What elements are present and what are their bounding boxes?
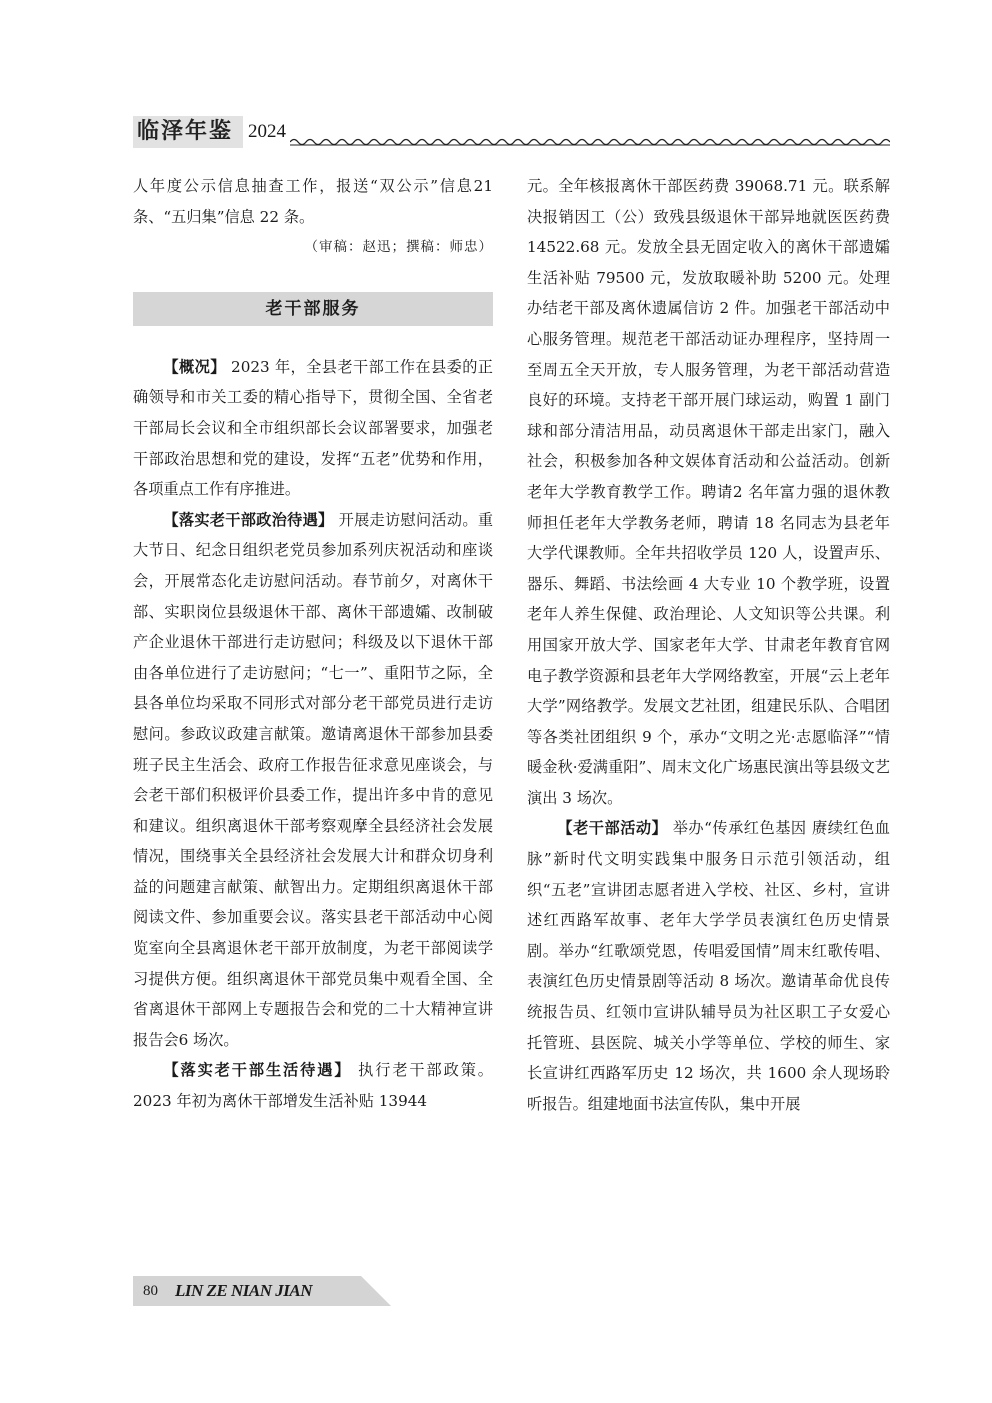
paragraph-body: 举办“传承红色基因 赓续红色血脉”新时代文明实践集中服务日示范引领活动，组织“五老”宣讲团志愿者进入学校、社区、乡村，宣讲述红西路军故事、老年大学学员表演红色历史情景剧。举办“红歌颂党恩，传唱爱国情”周末红歌传唱、表演红色历史情景剧等活动 8 场次。邀请革命优良传统报告员、红领巾宣讲队辅导员为社区职工子女爱心托管班、县医院、城关小学等单位、学校的师生、家长宣讲红西路军历史 12 场次，共 1600 余人现场聆听报告。组建地面书法宣传队，集中开展 bbox=[527, 819, 890, 1113]
paragraph-heading: 【落实老干部生活待遇】 bbox=[163, 1061, 352, 1080]
header-wave-rule bbox=[290, 134, 890, 150]
intro-paragraph: 人年度公示信息抽查工作，报送“双公示”信息21 条、“五归集”信息 22 条。 bbox=[133, 177, 493, 226]
yearbook-logo: 临泽年鉴 bbox=[133, 116, 243, 148]
paragraph-living-treatment-continued: 元。全年核报离休干部医药费 39068.71 元。联系解决报销因工（公）致残县级退休干部异地就医医药费 14522.68 元。发放全县无固定收入的离休干部遗孀生活补贴 79500 元，发放取暖补助 5200 元。处理办结老干部及离休遗属信访 2 件。加强老干部活动中心服务管理。规范老干部活动证办理程序，坚持周一至周五全天开放，专人服务管理，为老干部活动营造良好的环境。支持老干部开展门球运动，购置 1 副门球和部分清洁用品，动员离退休干部走出家门，融入社会，积极参加各种文娱体育活动和公益活动。创新老年大学教育教学工作。聘请2 名年富力强的退休教师担任老年大学教务老师，聘请 18 名同志为县老年大学代课教师。全年共招收学员 120 人，设置声乐、器乐、舞蹈、书法绘画 4 大专业 10 个教学班，设置老年人养生保健、政治理论、人文知识等公共课。利用国家开放大学、国家老年大学、甘肃老年教育官网电子教学资源和县老年大学网络教室，开展“云上老年大学”网络教学。发展文艺社团，组建民乐队、合唱团等各类社团组织 9 个，承办“文明之光·志愿临泽”“情暖金秋·爱满重阳”、周末文化广场惠民演出等县级文艺演出 3 场次。 bbox=[527, 177, 890, 807]
paragraph-body: 2023 年，全县老干部工作在县委的正确领导和市关工委的精心指导下，贯彻全国、全省老干部局长会议和全市组织部长会议部署要求，加强老干部政治思想和党的建设，发挥“五老”优势和作用，各项重点工作有序推进。 bbox=[133, 357, 493, 499]
paragraph-activities bbox=[527, 813, 890, 1119]
paragraph-living-treatment bbox=[133, 1055, 493, 1116]
paragraph-overview bbox=[133, 352, 493, 505]
paragraph-heading: 【落实老干部政治待遇】 bbox=[163, 510, 334, 529]
header-year: 2024 bbox=[248, 121, 286, 142]
paragraph-heading: 【概况】 bbox=[163, 357, 226, 376]
page-number: 80 bbox=[143, 1283, 158, 1299]
paragraph-body: 执行老干部政策。2023 年初为离休干部增发生活补贴 13944 bbox=[133, 1061, 493, 1111]
section-title: 老干部服务 bbox=[133, 292, 493, 326]
page-footer bbox=[133, 1276, 393, 1306]
paragraph-political-treatment bbox=[133, 505, 493, 1056]
footer-title: LIN ZE NIAN JIAN bbox=[175, 1281, 312, 1300]
paragraph-body: 开展走访慰问活动。重大节日、纪念日组织老党员参加系列庆祝活动和座谈会，开展常态化走访慰问活动。春节前夕，对离休干部、实职岗位县级退休干部、离休干部遗孀、改制破产企业退休干部进行走访慰问；科级及以下退休干部由各单位进行了走访慰问；“七一”、重阳节之际，全县各单位均采取不同形式对部分老干部党员进行走访慰问。参政议政建言献策。邀请离退休干部参加县委班子民主生活会、政府工作报告征求意见座谈会，与会老干部们积极评价县委工作，提出许多中肯的意见和建议。组织离退休干部考察观摩全县经济社会发展情况，围绕事关全县经济社会发展大计和群众切身利益的问题建言献策、献智出力。定期组织离退休干部阅读文件、参加重要会议。落实县老干部活动中心阅览室向全县离退休老干部开放制度，为老干部阅读学习提供方便。组织离退休干部党员集中观看全国、全省离退休干部网上专题报告会和党的二十大精神宣讲报告会6 场次。 bbox=[133, 510, 494, 1049]
left-column bbox=[133, 171, 493, 1117]
right-column bbox=[527, 171, 890, 1119]
credit-line: （审稿：赵迅；撰稿：师忠） bbox=[304, 239, 493, 256]
paragraph-heading: 【老干部活动】 bbox=[557, 819, 668, 838]
